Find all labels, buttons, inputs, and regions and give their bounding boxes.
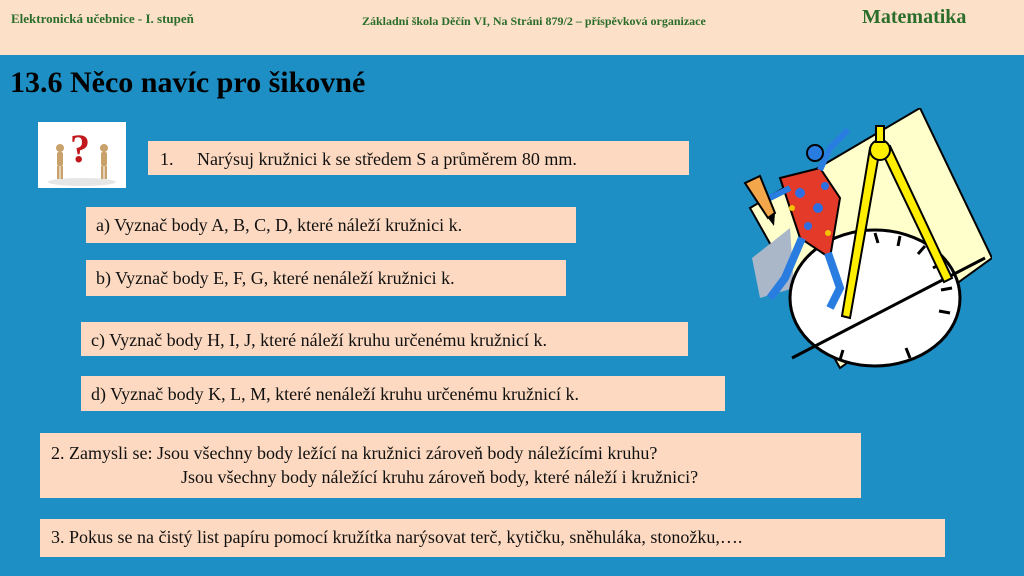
compass-drawing-figure-icon — [730, 108, 992, 398]
subtask-b-box: b) Vyznač body E, F, G, které nenáleží kružnici k. — [86, 260, 566, 296]
task-2-box — [40, 433, 861, 498]
header-textbook-label: Elektronická učebnice - I. stupeň — [11, 11, 194, 26]
task-1-number: 1. — [160, 149, 174, 169]
slide-title: 13.6 Něco navíc pro šikovné — [10, 66, 366, 99]
header-subject: Matematika — [862, 6, 967, 28]
task-1-text: Narýsuj kružnici k se středem S a průměrem 80 mm. — [197, 149, 577, 169]
question-figures-icon — [38, 122, 126, 188]
header-bar — [0, 0, 1024, 55]
svg-text:?: ? — [70, 126, 90, 171]
task-2-line-2: Jsou všechny body náležící kruhu zároveň body, které náleží i kružnici? — [181, 467, 699, 487]
task-3-box: 3. Pokus se na čistý list papíru pomocí kružítka narýsovat terč, kytičku, sněhuláka, stonožku,…. — [40, 519, 945, 557]
subtask-d-box: d) Vyznač body K, L, M, které nenáleží kruhu určenému kružnicí k. — [81, 376, 725, 411]
task-2-line-1: 2. Zamysli se: Jsou všechny body ležící na kružnici zároveň body náležícími kruhu? — [51, 443, 658, 463]
task-1-box — [148, 141, 689, 175]
subtask-c-box: c) Vyznač body H, I, J, které náleží kruhu určenému kružnicí k. — [81, 322, 688, 356]
header-school-name: Základní škola Děčín VI, Na Stráni 879/2 – příspěvková organizace — [362, 14, 706, 28]
subtask-a-box: a) Vyznač body A, B, C, D, které náleží kružnici k. — [86, 207, 576, 243]
